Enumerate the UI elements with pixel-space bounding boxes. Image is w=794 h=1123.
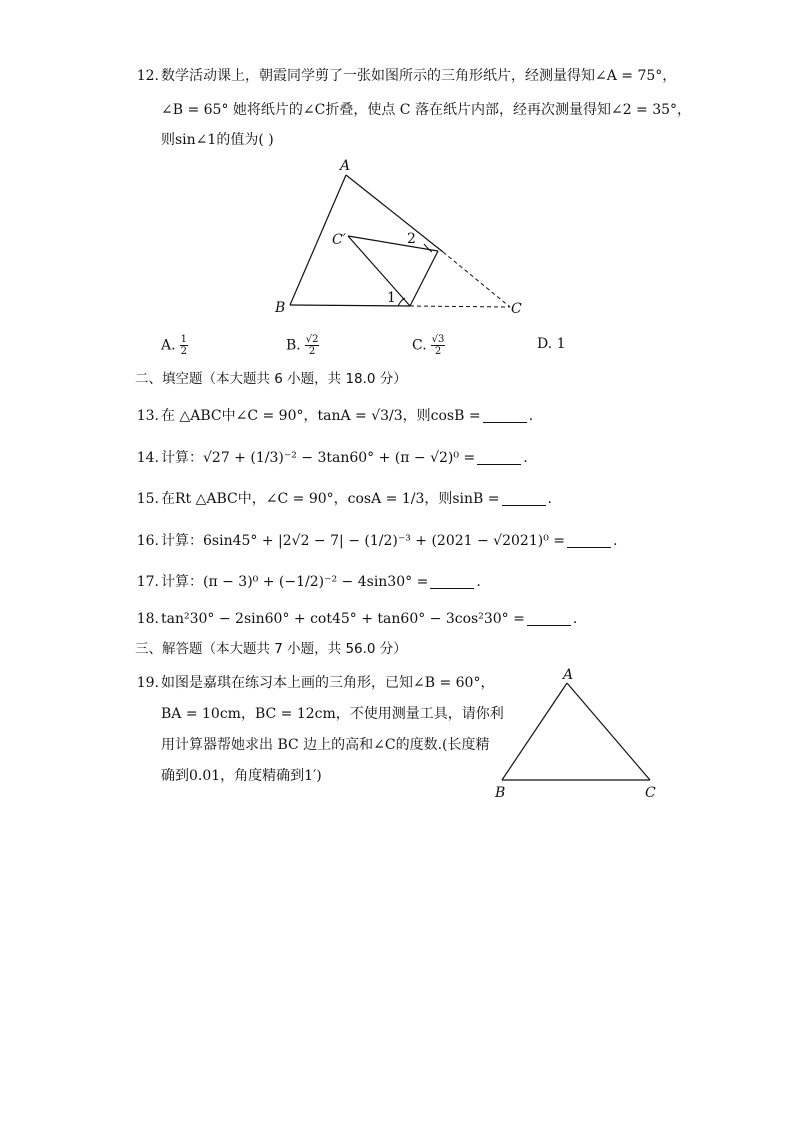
angle-label-1: 1 bbox=[387, 290, 396, 306]
vertex-label-a: A bbox=[340, 158, 351, 174]
question-number: 13. bbox=[136, 408, 159, 424]
section-heading-fill-in: 二、填空题（本大题共 6 小题，共 18.0 分） bbox=[135, 371, 407, 387]
option-d: D. 1 bbox=[537, 336, 566, 352]
question-number: 19. bbox=[136, 675, 159, 691]
answer-blank[interactable] bbox=[483, 408, 527, 423]
vertex-label-b: B bbox=[275, 300, 286, 316]
section-heading-solutions: 三、解答题（本大题共 7 小题，共 56.0 分） bbox=[135, 641, 407, 657]
answer-blank[interactable] bbox=[567, 533, 611, 548]
option-b: B. $\frac{√2}{2}$ bbox=[286, 334, 319, 357]
question-number: 14. bbox=[136, 450, 159, 466]
question-text-line: 在 △ABC中∠C = 90°，tanA = √3/3，则cosB = . bbox=[161, 408, 534, 424]
vertex-label-c-prime: C′ bbox=[332, 232, 346, 248]
vertex-label-a: A bbox=[563, 667, 574, 683]
answer-blank[interactable] bbox=[477, 450, 521, 465]
vertex-label-c: C bbox=[645, 785, 656, 801]
folded-triangle-figure bbox=[260, 155, 540, 325]
question-text-line: ∠B = 65° 她将纸片的∠C折叠，使点 C 落在纸片内部，经再次测量得知∠2 = 35°， bbox=[161, 102, 692, 118]
answer-blank[interactable] bbox=[430, 574, 474, 589]
question-text-line: 确到0.01，角度精确到1′) bbox=[161, 768, 322, 784]
triangle-abc-figure bbox=[490, 665, 670, 805]
option-c: C. $\frac{√3}{2}$ bbox=[412, 334, 445, 357]
question-number: 15. bbox=[136, 491, 159, 507]
question-number: 17. bbox=[136, 574, 159, 590]
question-text-line: 计算：(π − 3)⁰ + (−1/2)⁻² − 4sin30° = . bbox=[161, 574, 481, 590]
question-text-line: 计算：√27 + (1/3)⁻² − 3tan60° + (π − √2)⁰ = . bbox=[161, 450, 528, 466]
question-text-line: 计算：6sin45° + |2√2 − 7| − (1/2)⁻³ + (2021 − √2021)⁰ = . bbox=[161, 533, 618, 549]
answer-blank[interactable] bbox=[527, 611, 571, 626]
question-number: 12. bbox=[136, 68, 159, 84]
question-text-line: 则sin∠1的值为( ) bbox=[161, 132, 274, 148]
question-number: 16. bbox=[136, 533, 159, 549]
question-number: 18. bbox=[136, 611, 159, 627]
vertex-label-b: B bbox=[495, 785, 506, 801]
angle-label-2: 2 bbox=[407, 231, 416, 247]
question-text-line: 如图是嘉琪在练习本上画的三角形，已知∠B = 60°， bbox=[161, 675, 495, 691]
question-text-line: BA = 10cm，BC = 12cm，不使用测量工具，请你利 bbox=[161, 706, 504, 722]
option-a: A. $\frac{1}{2}$ bbox=[161, 334, 187, 357]
vertex-label-c: C bbox=[511, 301, 522, 317]
question-text-line: 用计算器帮她求出 BC 边上的高和∠C的度数.(长度精 bbox=[161, 737, 490, 753]
question-text-line: 数学活动课上，朝霞同学剪了一张如图所示的三角形纸片，经测量得知∠A = 75°， bbox=[161, 68, 677, 84]
question-text-line: tan²30° − 2sin60° + cot45° + tan60° − 3cos²30° = . bbox=[161, 611, 578, 627]
answer-blank[interactable] bbox=[502, 491, 546, 506]
question-text-line: 在Rt △ABC中，∠C = 90°，cosA = 1/3，则sinB = . bbox=[161, 491, 552, 507]
